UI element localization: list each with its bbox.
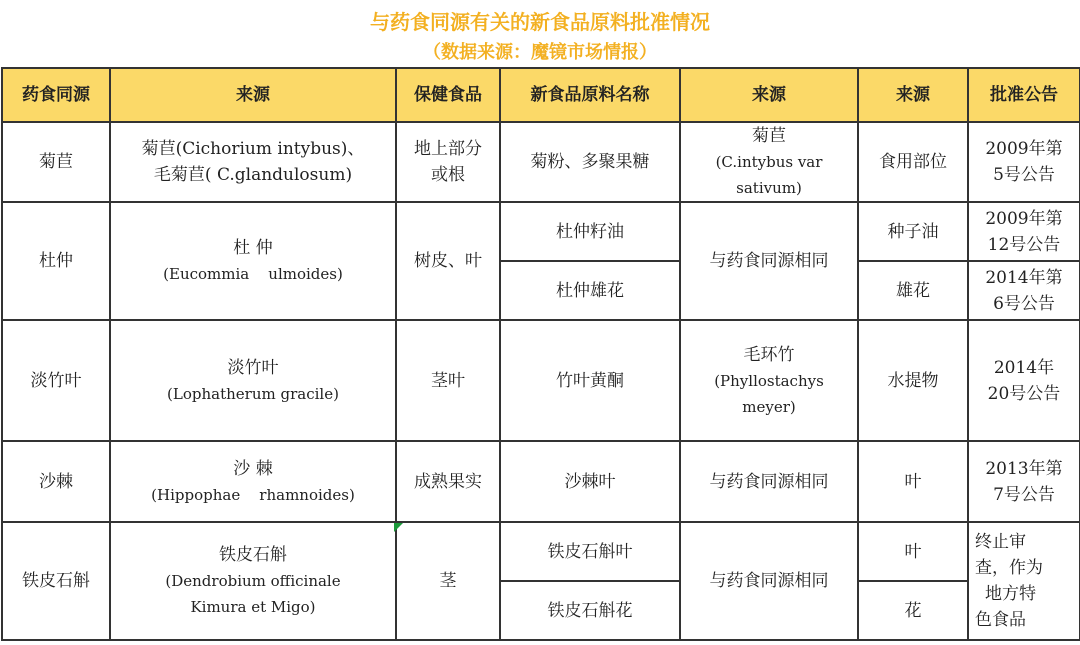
notice-line: 终止审 — [975, 532, 1026, 552]
approval-table — [1, 67, 1080, 641]
new-source-line: 毛环竹 — [743, 344, 795, 365]
row-name: 杜仲 — [2, 202, 110, 320]
row-new-source: 与药食同源相同 — [680, 522, 858, 640]
row-new-source — [680, 320, 858, 441]
row-new-name: 杜仲籽油 — [500, 202, 680, 261]
row-new-name: 杜仲雄花 — [500, 261, 680, 320]
notice-line: 7号公告 — [993, 484, 1055, 505]
new-source-line: meyer) — [742, 397, 796, 416]
row-health-food: 树皮、叶 — [396, 202, 500, 320]
row-part: 花 — [858, 581, 968, 640]
row-part: 水提物 — [858, 320, 968, 441]
row-part: 叶 — [858, 522, 968, 581]
source-line: 杜 仲 — [233, 238, 273, 258]
notice-line: 2014年 — [993, 357, 1055, 378]
source-line: 沙 棘 — [233, 458, 273, 479]
notice-line: 6号公告 — [993, 293, 1055, 314]
source-line: Kimura et Migo) — [190, 598, 316, 616]
health-line: 或根 — [431, 165, 465, 185]
page-title: 与药食同源有关的新食品原料批准情况 — [370, 10, 710, 34]
row-new-name: 铁皮石斛花 — [500, 581, 680, 640]
row-part: 食用部位 — [858, 122, 968, 202]
row-notice — [968, 320, 1080, 441]
row-part: 叶 — [858, 441, 968, 522]
source-line: (Dendrobium officinale — [165, 572, 341, 590]
source-line: (Hippophae rhamnoides) — [151, 485, 355, 504]
source-line: 淡竹叶 — [227, 357, 279, 378]
table-row — [2, 202, 1080, 261]
row-notice — [968, 122, 1080, 202]
header-notice: 批准公告 — [968, 68, 1080, 122]
source-line: 毛菊苣( C.glandulosum) — [153, 165, 353, 185]
row-notice — [968, 441, 1080, 522]
header-health-food: 保健食品 — [396, 68, 500, 122]
row-name: 淡竹叶 — [2, 320, 110, 441]
notice-line: 2009年第 — [985, 139, 1063, 159]
row-new-name: 竹叶黄酮 — [500, 320, 680, 441]
row-source — [110, 202, 396, 320]
row-part: 种子油 — [858, 202, 968, 261]
row-health-food: 茎叶 — [396, 320, 500, 441]
row-new-source: 与药食同源相同 — [680, 441, 858, 522]
notice-line: 12号公告 — [987, 234, 1061, 255]
table-header-row — [2, 68, 1080, 122]
notice-line: 查，作为 — [975, 558, 1043, 578]
source-line: (Eucommia ulmoides) — [163, 265, 343, 283]
notice-line: 地方特 — [985, 584, 1036, 604]
row-source — [110, 441, 396, 522]
row-source — [110, 320, 396, 441]
row-health-food: 成熟果实 — [396, 441, 500, 522]
new-source-line: sativum) — [736, 179, 802, 197]
row-health-food — [396, 122, 500, 202]
row-source — [110, 122, 396, 202]
row-notice — [968, 261, 1080, 320]
page-subtitle: （数据来源：魔镜市场情报） — [423, 42, 657, 63]
row-new-name: 菊粉、多聚果糖 — [500, 122, 680, 202]
source-line: (Lophatherum gracile) — [167, 384, 339, 403]
header-new-source: 来源 — [680, 68, 858, 122]
row-new-source: 与药食同源相同 — [680, 202, 858, 320]
row-name: 沙棘 — [2, 441, 110, 522]
row-part: 雄花 — [858, 261, 968, 320]
source-line: 菊苣(Cichorium intybus)、 — [141, 139, 365, 159]
new-source-line: (C.intybus var — [715, 153, 823, 171]
header-source: 来源 — [110, 68, 396, 122]
row-new-name: 铁皮石斛叶 — [500, 522, 680, 581]
cell-comment-marker — [394, 523, 403, 532]
table-row — [2, 122, 1080, 202]
row-source — [110, 522, 396, 640]
row-health-food: 茎 — [396, 522, 500, 640]
new-source-line: (Phyllostachys — [714, 371, 824, 390]
notice-line: 2014年第 — [985, 267, 1063, 288]
table-row — [2, 522, 1080, 581]
notice-line: 20号公告 — [987, 383, 1061, 404]
source-line: 铁皮石斛 — [219, 545, 287, 565]
row-name: 铁皮石斛 — [2, 522, 110, 640]
row-notice — [968, 522, 1080, 640]
header-part: 来源 — [858, 68, 968, 122]
table-row — [2, 320, 1080, 441]
row-name: 菊苣 — [2, 122, 110, 202]
header-medicine-food: 药食同源 — [2, 68, 110, 122]
notice-line: 2009年第 — [985, 208, 1063, 229]
row-new-name: 沙棘叶 — [500, 441, 680, 522]
new-source-line: 菊苣 — [752, 126, 786, 146]
notice-line: 2013年第 — [985, 458, 1063, 479]
notice-line: 色食品 — [975, 610, 1026, 630]
table-row — [2, 441, 1080, 522]
row-notice — [968, 202, 1080, 261]
health-line: 地上部分 — [414, 139, 482, 159]
header-new-material-name: 新食品原料名称 — [500, 68, 680, 122]
notice-line: 5号公告 — [993, 165, 1055, 185]
row-new-source — [680, 122, 858, 202]
